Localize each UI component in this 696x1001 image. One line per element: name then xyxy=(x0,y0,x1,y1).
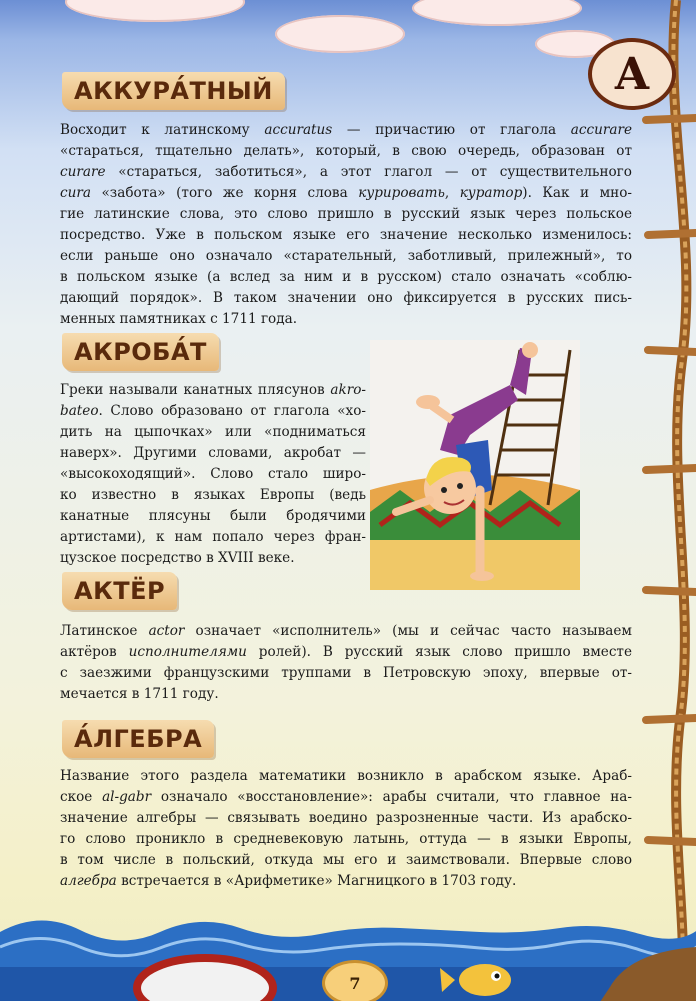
entry-text-line: «стараться, тщательно делать», который, в свою очередь, образован от xyxy=(60,143,632,159)
italic-term: cura xyxy=(60,185,91,201)
italic-term: curare xyxy=(60,164,106,180)
entry-text-line: с заезжими французскими труппами в Петровскую эпоху, впервые от- xyxy=(60,665,632,681)
italic-term: actor xyxy=(148,623,185,639)
entry-text-line: в том числе в польский, откуда мы его и заимствовали. Впервые слово xyxy=(60,852,632,868)
entry-text-line: в польском языке (а вслед за ним и в русском) стало означать «соблю- xyxy=(60,269,632,285)
entry-title: АКТЁР xyxy=(62,572,177,610)
entry-text-line: «высокоходящий». Слово стало широ- xyxy=(60,466,366,482)
entry-text-line: ское al-gabr означало «восстановление»: арабы считали, что главное на- xyxy=(60,789,632,805)
entry-text-line: дающий порядок». В таком значении оно фиксируется в русских пись- xyxy=(60,290,632,306)
entry-text-line: Греки называли канатных плясунов akro- xyxy=(60,382,366,398)
cloud-decoration xyxy=(412,0,582,26)
italic-term: курировать xyxy=(358,185,445,201)
entry-text-line: мечается в 1711 году. xyxy=(60,686,219,702)
italic-term: accuratus xyxy=(264,122,333,138)
entry-text-line: актёров исполнителями ролей). В русский язык слово пришло вместе xyxy=(60,644,632,660)
section-letter-badge: А xyxy=(588,38,676,110)
entry-title: А́ЛГЕБРА xyxy=(62,720,214,758)
italic-term: куратор xyxy=(459,185,523,201)
entry-text-line: cura «забота» (того же корня слова курировать, куратор). Как и мно- xyxy=(60,185,632,201)
entry-text-line: го слово проникло в средневековую латынь, оттуда — в языки Европы, xyxy=(60,831,632,847)
entry-text-line: дить на цыпочках» или «подниматься xyxy=(60,424,366,440)
cloud-decoration xyxy=(65,0,245,22)
page-number: 7 xyxy=(322,960,388,1001)
entry-text-line: ко известно в языках Европы (ведь xyxy=(60,487,366,503)
entry-text-line: цузское посредство в XVIII веке. xyxy=(60,550,295,566)
entry-title: АККУРА́ТНЫЙ xyxy=(62,72,285,110)
acrobat-boy-illustration xyxy=(370,340,580,590)
entry-title: АКРОБА́Т xyxy=(62,333,219,371)
entry-text-line: менных памятниках с 1711 года. xyxy=(60,311,298,327)
entry-text-line: bateo. Слово образовано от глагола «хо- xyxy=(60,403,366,419)
entry-text-line: Восходит к латинскому accuratus — причастию от глагола accurare xyxy=(60,122,632,138)
entry-text-line: алгебра встречается в «Арифметике» Магницкого в 1703 году. xyxy=(60,873,517,889)
entry-text-line: наверх». Другими словами, акробат — xyxy=(60,445,366,461)
italic-term: исполнителями xyxy=(128,644,247,660)
entry-text-line: артистами), к нам попало через фран- xyxy=(60,529,366,545)
entry-text xyxy=(60,766,632,892)
italic-term: алгебра xyxy=(60,873,117,889)
entry-text xyxy=(60,120,632,330)
entry-text-line: если раньше оно означало «старательный, заботливый, прилежный», то xyxy=(60,248,632,264)
cloud-decoration xyxy=(275,15,405,53)
entry-text-line: канатные плясуны были бродячими xyxy=(60,508,366,524)
entry-text-line: посредство. Уже в польском языке его значение несколько изменилось: xyxy=(60,227,632,243)
entry-text xyxy=(60,621,632,705)
rope-ladder-illustration xyxy=(636,0,696,1001)
entry-text-line: гие латинские слова, это слово пришло в русский язык через польское xyxy=(60,206,632,222)
entry-text-line: Название этого раздела математики возникло в арабском языке. Араб- xyxy=(60,768,632,784)
italic-term: akro- xyxy=(330,382,366,398)
italic-term: accurare xyxy=(570,122,632,138)
entry-text-line: значение алгебры — связывать воедино разрозненные части. Из арабско- xyxy=(60,810,632,826)
entry-text-line: curare «стараться, заботиться», а этот глагол — от существительного xyxy=(60,164,632,180)
italic-term: al-gabr xyxy=(102,789,152,805)
entry-text xyxy=(60,380,366,569)
entry-text-line: Латинское actor означает «исполнитель» (мы и сейчас часто называем xyxy=(60,623,632,639)
italic-term: bateo xyxy=(60,403,99,419)
